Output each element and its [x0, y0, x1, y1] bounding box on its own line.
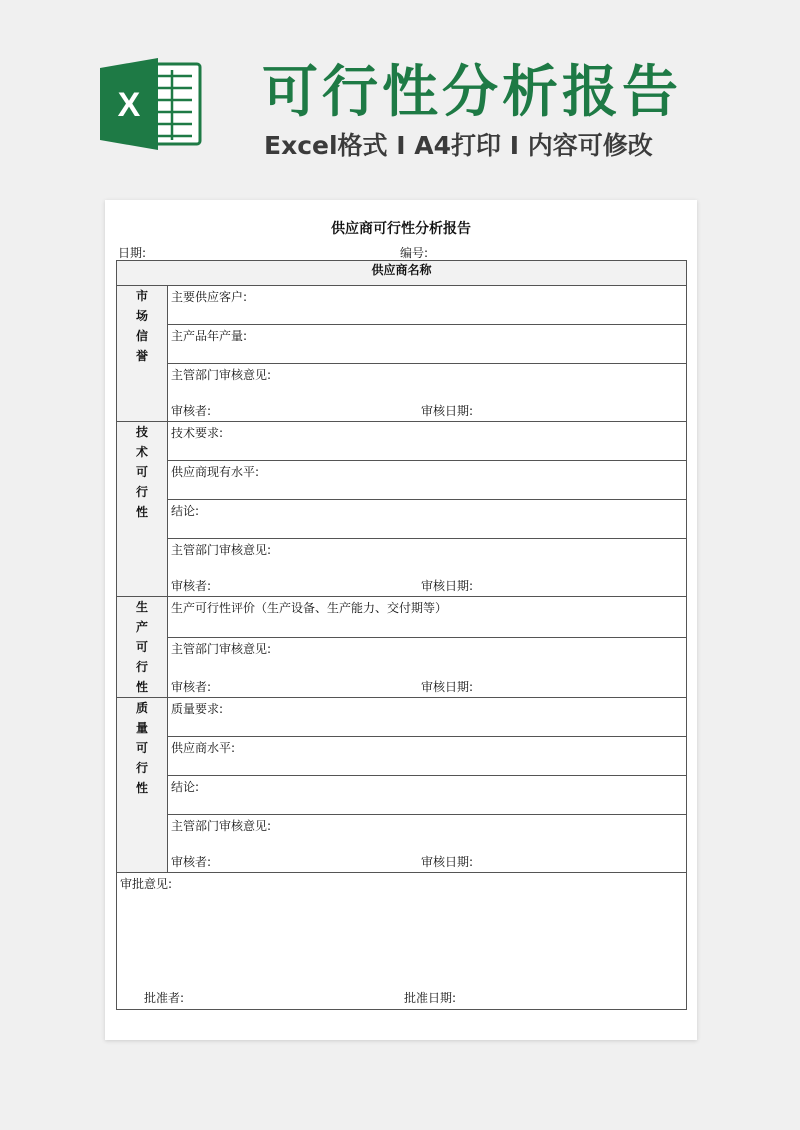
- reviewer-label: 审核者:: [171, 404, 212, 418]
- excel-icon-letter: X: [117, 86, 141, 124]
- table-row: [117, 286, 687, 325]
- table-row: [117, 261, 687, 286]
- supplier-form-table: [116, 260, 687, 1010]
- section-label-quality-feasibility: 质量可行性: [117, 698, 168, 873]
- review-date-label: 审核日期:: [421, 855, 474, 869]
- table-row: [117, 500, 687, 539]
- approval-date-label: 批准日期:: [404, 991, 457, 1005]
- reviewer-label: 审核者:: [171, 855, 212, 869]
- review-date-label: 审核日期:: [421, 680, 474, 694]
- table-row: [117, 539, 687, 597]
- banner-subtitle: Excel格式 I A4打印 I 内容可修改: [264, 131, 653, 160]
- review-date-label: 审核日期:: [421, 404, 474, 418]
- field-dept-review-3[interactable]: 主管部门审核意见: 审核者: 审核日期:: [168, 637, 687, 697]
- banner: [0, 0, 800, 200]
- field-production-evaluation[interactable]: 生产可行性评价（生产设备、生产能力、交付期等）: [168, 597, 687, 638]
- field-tech-requirements[interactable]: 技术要求:: [168, 422, 687, 461]
- field-supplier-current-level[interactable]: 供应商现有水平:: [168, 461, 687, 500]
- table-row: [117, 698, 687, 737]
- field-supplier-level[interactable]: 供应商水平:: [168, 737, 687, 776]
- excel-icon: [100, 58, 204, 150]
- number-label: 编号:: [400, 246, 429, 260]
- review-date-label: 审核日期:: [421, 579, 474, 593]
- field-dept-review-1[interactable]: 主管部门审核意见: 审核者: 审核日期:: [168, 364, 687, 422]
- approver-label: 批准者:: [144, 991, 185, 1005]
- field-approval-opinion[interactable]: 审批意见: 批准者: 批准日期:: [117, 873, 687, 1010]
- table-row: [117, 422, 687, 461]
- table-row: [117, 737, 687, 776]
- table-row: [117, 461, 687, 500]
- field-annual-output[interactable]: 主产品年产量:: [168, 325, 687, 364]
- table-row: [117, 873, 687, 1010]
- document-title: 供应商可行性分析报告: [331, 221, 471, 237]
- reviewer-label: 审核者:: [171, 579, 212, 593]
- section-label-production-feasibility: 生产可行性: [117, 597, 168, 698]
- table-row: [117, 325, 687, 364]
- reviewer-label: 审核者:: [171, 680, 212, 694]
- banner-title: 可行性分析报告: [262, 60, 682, 125]
- table-row: [117, 815, 687, 873]
- document-sheet: [105, 200, 697, 1040]
- table-row: [117, 364, 687, 422]
- supplier-name-cell[interactable]: 供应商名称: [117, 261, 687, 286]
- date-label: 日期:: [118, 246, 147, 260]
- field-quality-conclusion[interactable]: 结论:: [168, 776, 687, 815]
- field-dept-review-2[interactable]: 主管部门审核意见: 审核者: 审核日期:: [168, 539, 687, 597]
- section-label-market-reputation: 市场信誉: [117, 286, 168, 422]
- section-label-technical-feasibility: 技术可行性: [117, 422, 168, 597]
- field-tech-conclusion[interactable]: 结论:: [168, 500, 687, 539]
- table-row: [117, 597, 687, 638]
- field-main-customers[interactable]: 主要供应客户:: [168, 286, 687, 325]
- table-row: [117, 637, 687, 697]
- field-dept-review-4[interactable]: 主管部门审核意见: 审核者: 审核日期:: [168, 815, 687, 873]
- table-row: [117, 776, 687, 815]
- field-quality-requirements[interactable]: 质量要求:: [168, 698, 687, 737]
